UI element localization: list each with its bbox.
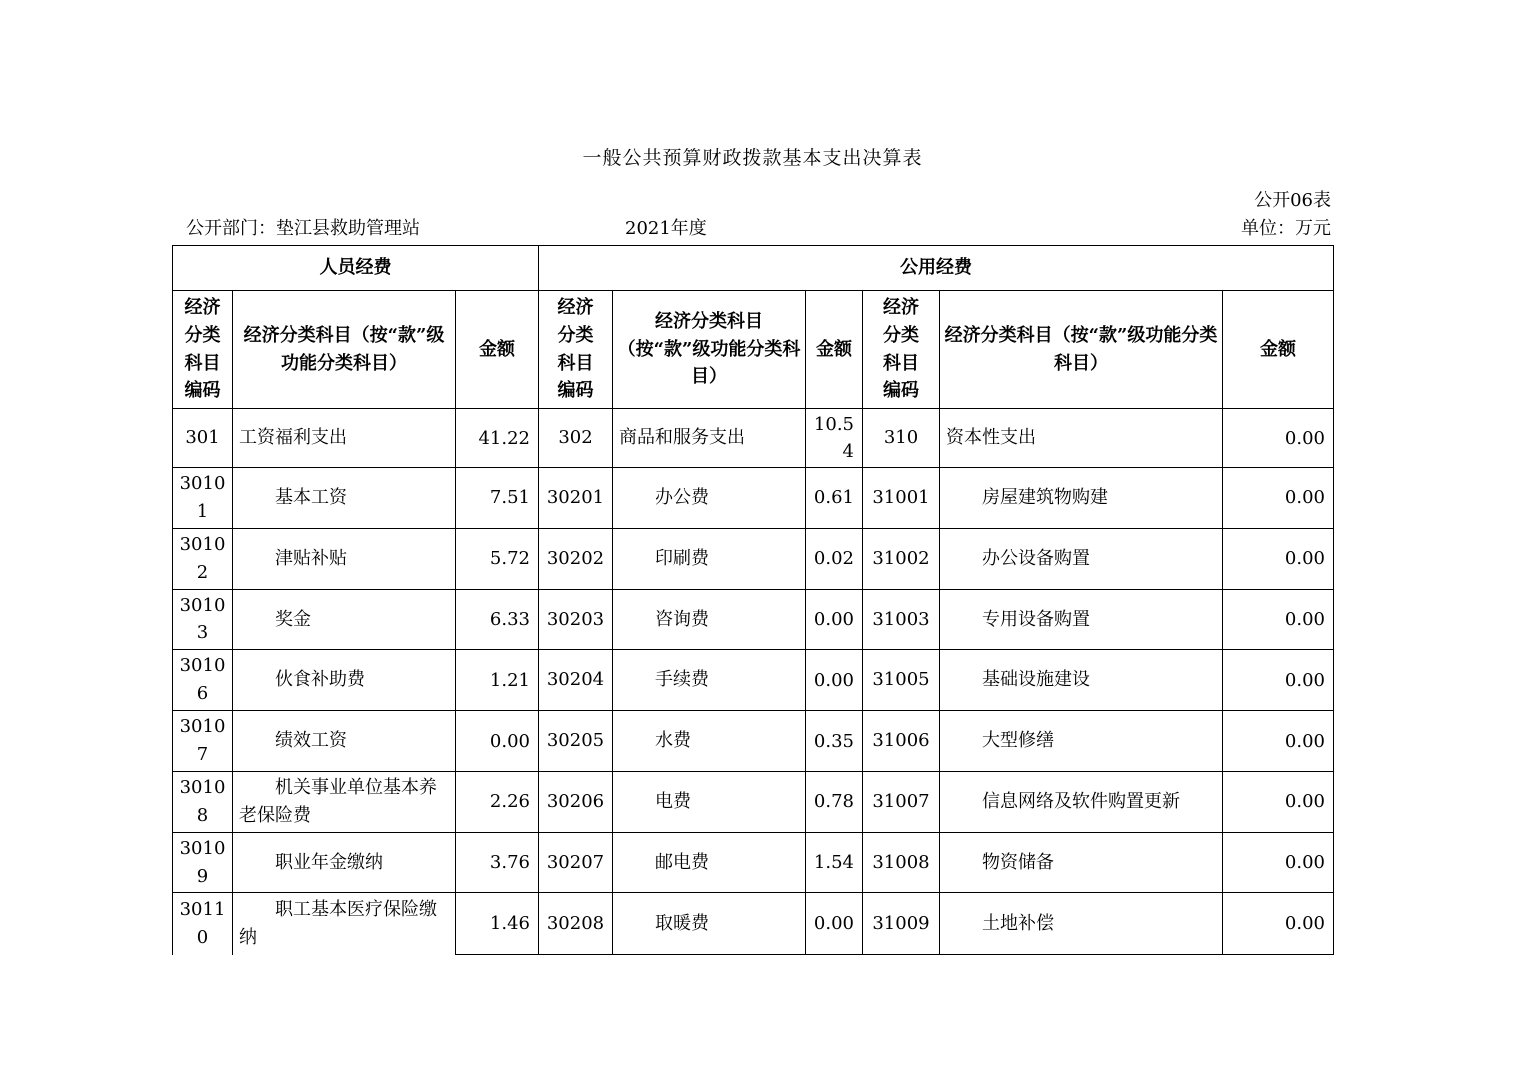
econ-code-cell: 31008 (863, 832, 940, 893)
column-header-code-2 (539, 291, 613, 409)
column-header-code-1-text: 经济分类科目编码 (184, 296, 221, 402)
econ-code-cell: 31009 (863, 893, 940, 955)
subject-cell: 商品和服务支出 (613, 409, 806, 468)
subject-cell: 资本性支出 (940, 409, 1223, 468)
subject-cell: 基本工资 (233, 468, 456, 529)
amount-cell: 0.00 (1223, 528, 1334, 589)
subject-cell: 电费 (613, 771, 806, 832)
subject-cell: 大型修缮 (940, 711, 1223, 772)
econ-code-cell: 30107 (173, 711, 233, 772)
department-label: 公开部门：垫江县救助管理站 (186, 218, 420, 239)
subject-cell: 咨询费 (613, 589, 806, 650)
subject-cell: 职业年金缴纳 (233, 832, 456, 893)
amount-cell: 0.00 (1223, 711, 1334, 772)
econ-code-cell: 301 (173, 409, 233, 468)
econ-code-cell: 30205 (539, 711, 613, 772)
amount-cell: 41.22 (456, 409, 539, 468)
budget-table (172, 245, 1334, 955)
column-header-subject-1: 经济分类科目（按“款”级功能分类科目） (233, 291, 456, 409)
econ-code-cell: 30202 (539, 528, 613, 589)
econ-code-cell: 30204 (539, 650, 613, 711)
amount-cell: 1.54 (806, 832, 863, 893)
amount-cell: 0.00 (1223, 468, 1334, 529)
group-header-public: 公用经费 (539, 246, 1334, 291)
econ-code-cell: 31006 (863, 711, 940, 772)
subject-cell: 取暖费 (613, 893, 806, 955)
econ-code-cell: 30110 (173, 893, 233, 955)
column-header-amount-3: 金额 (1223, 291, 1334, 409)
amount-cell: 0.78 (806, 771, 863, 832)
group-header-row (173, 246, 1334, 291)
table-row (173, 528, 1334, 589)
table-row (173, 650, 1334, 711)
amount-cell: 7.51 (456, 468, 539, 529)
econ-code-cell: 30201 (539, 468, 613, 529)
table-row (173, 409, 1334, 468)
column-header-amount-2: 金额 (806, 291, 863, 409)
amount-cell: 0.00 (1223, 771, 1334, 832)
econ-code-cell: 30108 (173, 771, 233, 832)
meta-row (172, 214, 1333, 238)
table-row (173, 711, 1334, 772)
econ-code-cell: 302 (539, 409, 613, 468)
subject-cell: 基础设施建设 (940, 650, 1223, 711)
amount-cell: 6.33 (456, 589, 539, 650)
subject-cell: 土地补偿 (940, 893, 1223, 955)
econ-code-cell: 31003 (863, 589, 940, 650)
econ-code-cell: 30109 (173, 832, 233, 893)
amount-cell: 1.46 (456, 893, 539, 955)
table-row (173, 893, 1334, 955)
amount-cell: 0.00 (1223, 893, 1334, 955)
subject-cell: 物资储备 (940, 832, 1223, 893)
column-header-row (173, 291, 1334, 409)
econ-code-cell: 31002 (863, 528, 940, 589)
subject-cell: 工资福利支出 (233, 409, 456, 468)
econ-code-cell: 30208 (539, 893, 613, 955)
table-row (173, 468, 1334, 529)
amount-cell: 0.00 (1223, 589, 1334, 650)
subject-cell: 房屋建筑物购建 (940, 468, 1223, 529)
column-header-code-3-text: 经济分类科目编码 (883, 296, 919, 402)
econ-code-cell: 30203 (539, 589, 613, 650)
econ-code-cell: 30106 (173, 650, 233, 711)
column-header-code-1 (173, 291, 233, 409)
amount-cell: 0.02 (806, 528, 863, 589)
subject-cell: 奖金 (233, 589, 456, 650)
amount-cell: 0.00 (806, 589, 863, 650)
subject-cell: 绩效工资 (233, 711, 456, 772)
amount-cell: 10.54 (806, 409, 863, 468)
amount-cell: 3.76 (456, 832, 539, 893)
column-header-subject-3: 经济分类科目（按“款”级功能分类科目） (940, 291, 1223, 409)
econ-code-cell: 31001 (863, 468, 940, 529)
amount-cell: 0.00 (806, 893, 863, 955)
econ-code-cell: 31007 (863, 771, 940, 832)
subject-cell: 水费 (613, 711, 806, 772)
subject-cell: 专用设备购置 (940, 589, 1223, 650)
column-header-code-3 (863, 291, 940, 409)
amount-cell: 1.21 (456, 650, 539, 711)
document-sheet (172, 0, 1333, 1074)
subject-cell: 津贴补贴 (233, 528, 456, 589)
amount-cell: 0.00 (1223, 832, 1334, 893)
table-row (173, 589, 1334, 650)
amount-cell: 0.35 (806, 711, 863, 772)
econ-code-cell: 30102 (173, 528, 233, 589)
subject-cell: 信息网络及软件购置更新 (940, 771, 1223, 832)
column-header-code-2-text: 经济分类科目编码 (557, 296, 594, 402)
econ-code-cell: 30103 (173, 589, 233, 650)
subject-cell: 办公设备购置 (940, 528, 1223, 589)
econ-code-cell: 30207 (539, 832, 613, 893)
subject-cell: 办公费 (613, 468, 806, 529)
econ-code-cell: 310 (863, 409, 940, 468)
amount-cell: 2.26 (456, 771, 539, 832)
amount-cell: 0.00 (1223, 650, 1334, 711)
subject-cell: 伙食补助费 (233, 650, 456, 711)
table-row (173, 832, 1334, 893)
subject-cell: 职工基本医疗保险缴纳 (233, 893, 456, 955)
amount-cell: 0.00 (806, 650, 863, 711)
amount-cell: 0.61 (806, 468, 863, 529)
econ-code-cell: 30101 (173, 468, 233, 529)
econ-code-cell: 30206 (539, 771, 613, 832)
subject-cell: 机关事业单位基本养老保险费 (233, 771, 456, 832)
econ-code-cell: 31005 (863, 650, 940, 711)
subject-cell: 手续费 (613, 650, 806, 711)
column-header-amount-1: 金额 (456, 291, 539, 409)
form-number: 公开06表 (1254, 190, 1331, 211)
unit-label: 单位：万元 (1241, 218, 1331, 239)
subject-cell: 印刷费 (613, 528, 806, 589)
fiscal-year-label: 2021年度 (625, 218, 707, 239)
amount-cell: 0.00 (456, 711, 539, 772)
group-header-personnel: 人员经费 (173, 246, 539, 291)
page-title: 一般公共预算财政拨款基本支出决算表 (582, 147, 923, 169)
amount-cell: 0.00 (1223, 409, 1334, 468)
column-header-subject-2: 经济分类科目（按“款”级功能分类科目） (613, 291, 806, 409)
subject-cell: 邮电费 (613, 832, 806, 893)
table-row (173, 771, 1334, 832)
amount-cell: 5.72 (456, 528, 539, 589)
